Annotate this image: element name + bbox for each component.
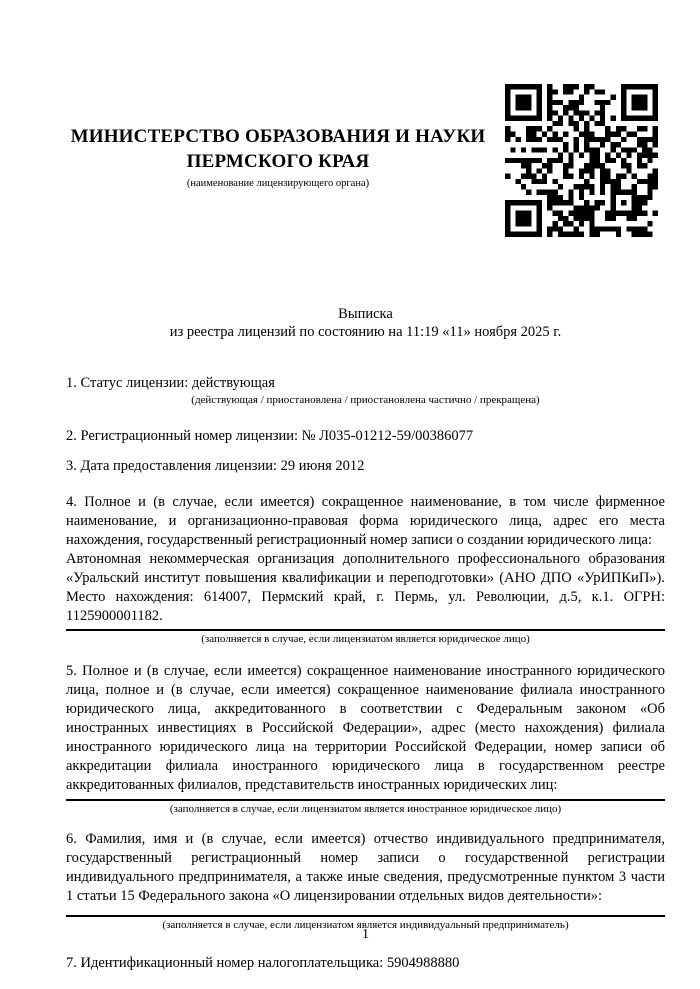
registration-number-text: 2. Регистрационный номер лицензии: № Л035-01212-59/00386077 (66, 428, 474, 444)
page-number: 1 (362, 927, 369, 942)
grant-date-text: 3. Дата предоставления лицензии: 29 июня 2012 (66, 458, 365, 474)
license-status-options-caption: (действующая / приостановлена / приостановлена частично / прекращена) (191, 394, 540, 406)
blank-answer-line (66, 799, 665, 801)
taxpayer-number-text: 7. Идентификационный номер налогоплательщика: 5904988880 (66, 955, 460, 971)
ministry-name-line2: ПЕРМСКОГО КРАЯ (186, 151, 370, 172)
legal-entity-value: Автономная некоммерческая организация дополнительного профессионального образования «Уральский институт повышения квалификации и переподготовки» (АНО ДПО «УрИПКиП»). Место нахождения: 614007, Пермский край, г. Пермь, ул. Революции, д.5, к.1. ОГРН: 1125900001182. (66, 551, 665, 624)
individual-entrepreneur-heading: 6. Фамилия, имя и (в случае, если имеется) отчество индивидуального предпринимателя, государственный регистрационный номер записи о государственной регистрации индивидуального предпринимателя, а также иные сведения, предусмотренные пунктом 3 части 1 статьи 15 Федерального закона «О лицензировании отдельных видов деятельности»: (66, 831, 665, 904)
item-registration-number (66, 427, 665, 446)
blank-answer-line (66, 629, 665, 631)
license-status-text: 1. Статус лицензии: действующая (66, 375, 275, 391)
licensing-authority-block (66, 124, 490, 190)
document-title: Выписка (338, 306, 393, 322)
authority-name-caption: (наименование лицензирующего органа) (186, 178, 370, 189)
foreign-entity-heading: 5. Полное и (в случае, если имеется) сокращенное наименование иностранного юридического лица, полное и (в случае, если имеется) сокращенное наименование филиала иностранного юридического лица, аккредитованного в соответствии с Федеральным законом «Об иностранных инвестициях в Российской Федерации», адрес (место нахождения) филиала иностранного юридического лица на территории Российской Федерации, номер записи об аккредитации филиала иностранного юридического лица в государственном реестре аккредитованных филиалов, представительств иностранных юридических лиц: (66, 663, 665, 793)
blank-answer-line (66, 915, 665, 917)
legal-entity-heading: 4. Полное и (в случае, если имеется) сокращенное наименование, в том числе фирменное наименование, и организационно-правовая форма юридического лица, адрес его места нахождения, государственный регистрационный номер записи о создании юридического лица: (66, 494, 665, 548)
individual-entrepreneur-caption: (заполняется в случае, если лицензиатом является индивидуальный предприниматель) (162, 919, 569, 931)
item-individual-entrepreneur (66, 830, 665, 932)
item-license-status (66, 374, 665, 407)
document-title-date-line: из реестра лицензий по состоянию на 11:19 «11» ноября 2025 г. (169, 324, 562, 340)
item-grant-date (66, 457, 665, 476)
qr-code-icon (505, 84, 658, 237)
item-taxpayer-number (66, 954, 665, 973)
ministry-name-line1: МИНИСТЕРСТВО ОБРАЗОВАНИЯ И НАУКИ (70, 126, 486, 147)
legal-entity-caption: (заполняется в случае, если лицензиатом является юридическое лицо) (201, 633, 530, 645)
item-legal-entity (66, 493, 665, 646)
document-title-block (66, 305, 665, 341)
item-foreign-entity (66, 662, 665, 816)
foreign-entity-caption: (заполняется в случае, если лицензиатом является иностранное юридическое лицо) (169, 803, 562, 815)
document-header (66, 0, 665, 239)
